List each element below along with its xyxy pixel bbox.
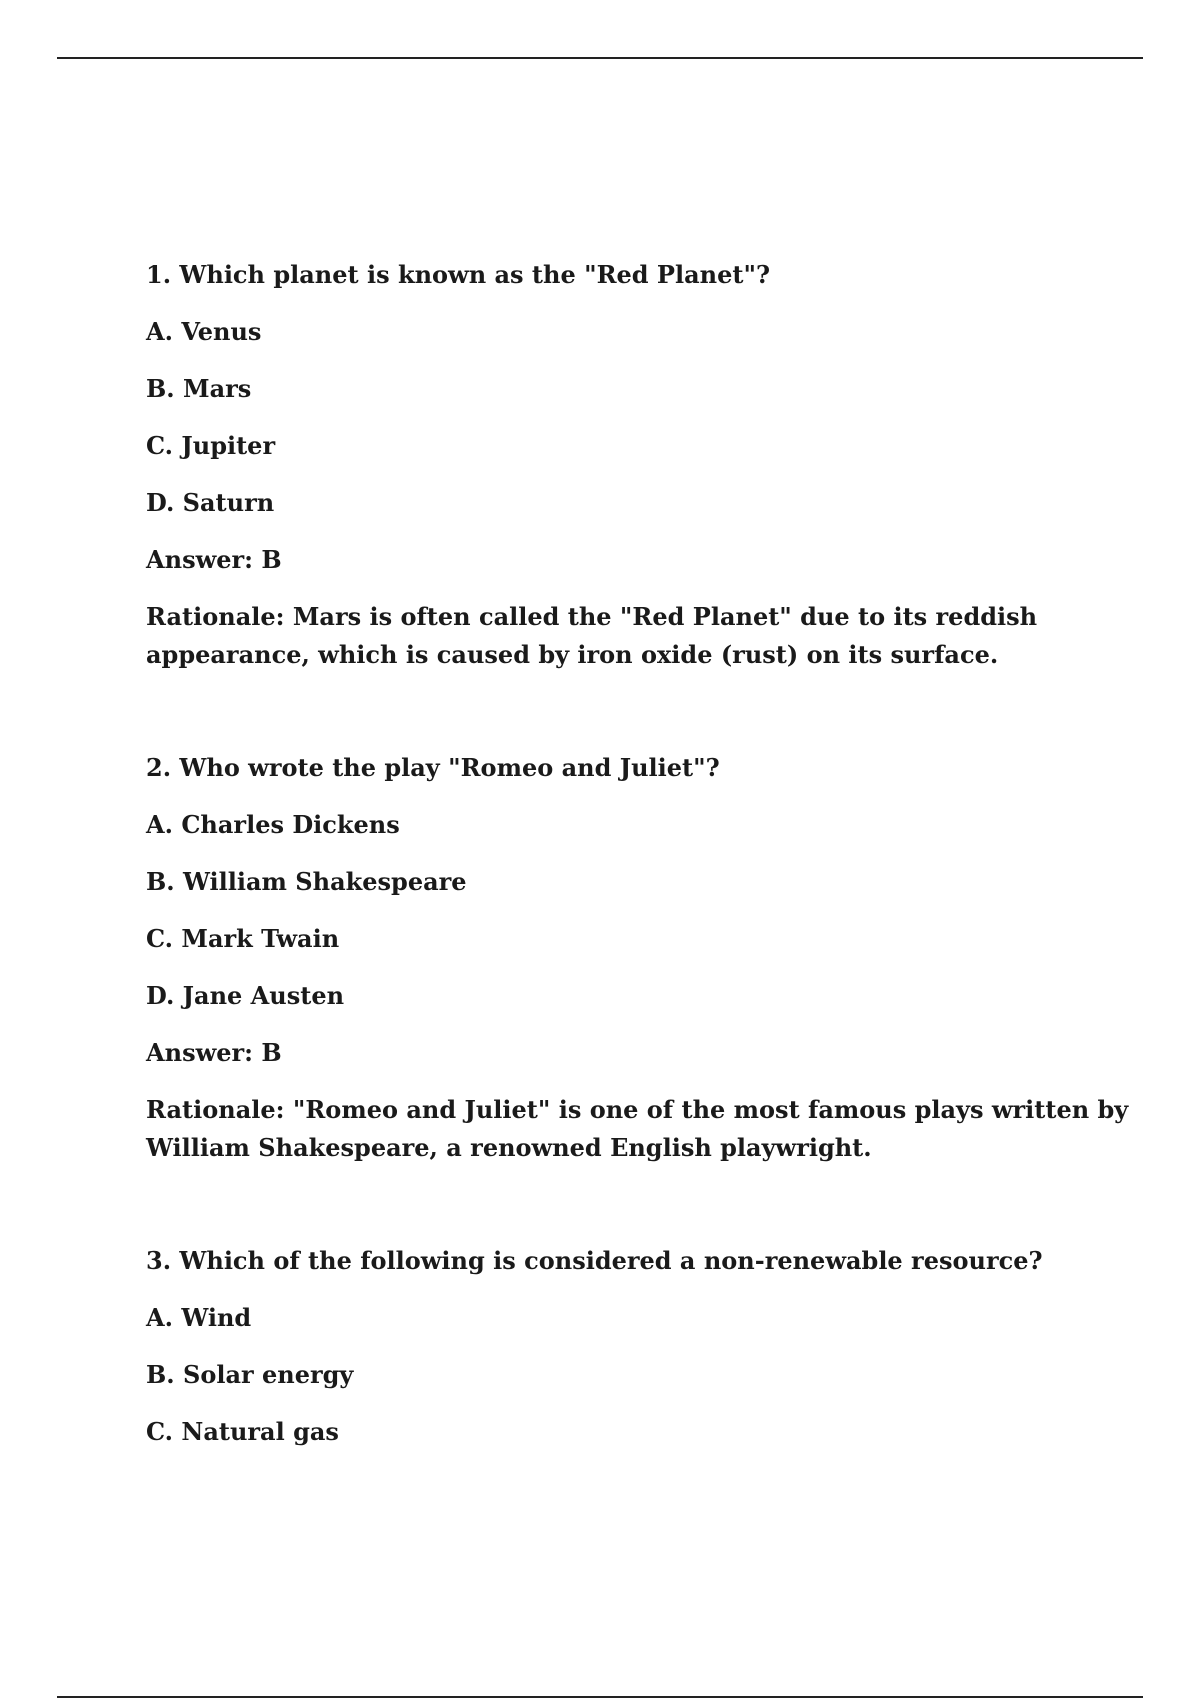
- option-a: A. Charles Dickens: [146, 810, 400, 839]
- option-c: C. Jupiter: [146, 431, 276, 460]
- question-text: 2. Who wrote the play "Romeo and Juliet"?: [146, 753, 720, 782]
- bottom-rule: [57, 1696, 1143, 1698]
- option-b: B. Mars: [146, 374, 252, 403]
- answer-text: Answer: B: [146, 1038, 282, 1067]
- option-c: C. Mark Twain: [146, 924, 340, 953]
- option-c: C. Natural gas: [146, 1417, 339, 1446]
- question-text: 3. Which of the following is considered a non-renewable resource?: [146, 1246, 1043, 1275]
- option-d: D. Jane Austen: [146, 981, 345, 1010]
- rationale-line-2: appearance, which is caused by iron oxide (rust) on its surface.: [146, 640, 999, 669]
- rationale-line-1: Rationale: Mars is often called the "Red Planet" due to its reddish: [146, 602, 1038, 631]
- option-a: A. Wind: [146, 1303, 252, 1332]
- option-a: A. Venus: [146, 317, 262, 346]
- question-text: 1. Which planet is known as the "Red Planet"?: [146, 260, 771, 289]
- option-b: B. Solar energy: [146, 1360, 354, 1389]
- top-rule: [57, 57, 1143, 59]
- answer-text: Answer: B: [146, 545, 282, 574]
- option-d: D. Saturn: [146, 488, 275, 517]
- option-b: B. William Shakespeare: [146, 867, 467, 896]
- rationale-line-2: William Shakespeare, a renowned English playwright.: [146, 1133, 872, 1162]
- rationale-line-1: Rationale: "Romeo and Juliet" is one of the most famous plays written by: [146, 1095, 1129, 1124]
